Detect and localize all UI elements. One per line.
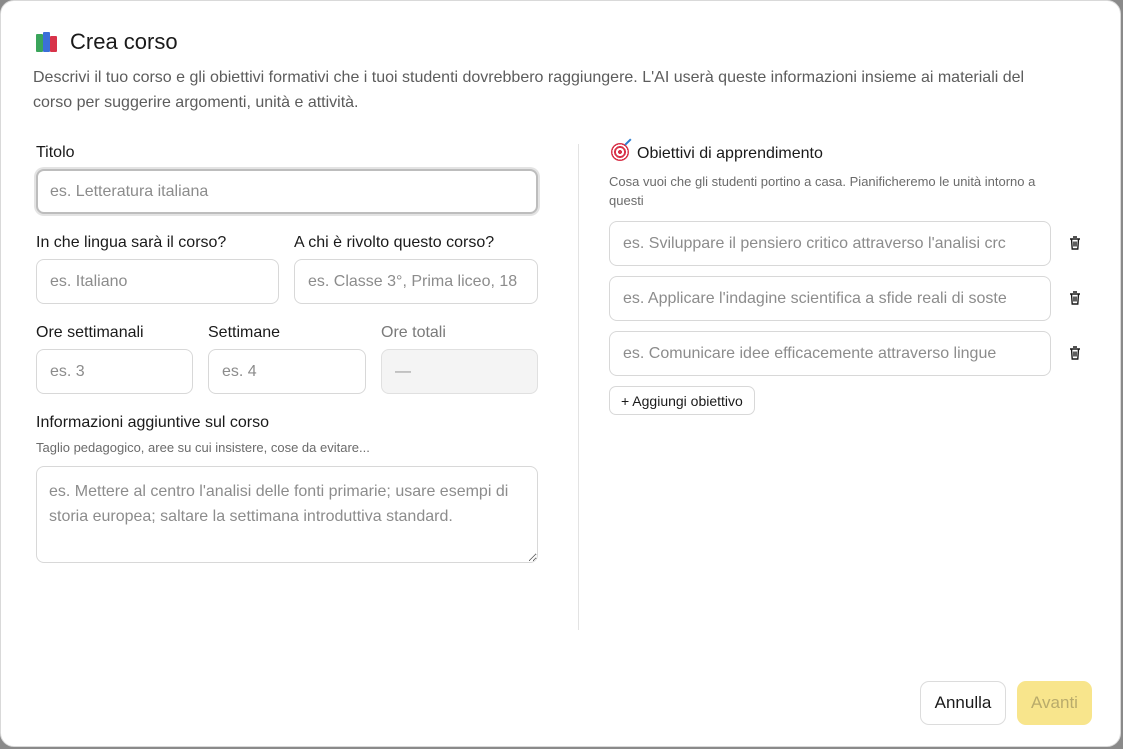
- objectives-hint: Cosa vuoi che gli studenti portino a casa. Pianificheremo le unità intorno a questi: [609, 174, 1036, 208]
- objective-input-1[interactable]: [609, 221, 1051, 266]
- trash-icon[interactable]: [1069, 291, 1081, 305]
- books-icon: [36, 31, 60, 53]
- weeks-label: Settimane: [208, 324, 281, 341]
- weekly-hours-label: Ore settimanali: [36, 324, 144, 341]
- dialog-title: [36, 29, 178, 55]
- audience-input[interactable]: [294, 259, 538, 304]
- title-input[interactable]: [36, 169, 538, 214]
- language-input[interactable]: [36, 259, 279, 304]
- dialog-description: Descrivi il tuo corso e gli obiettivi formativi che i tuoi studenti dovrebbero raggiungere. L'AI userà queste informazioni insieme ai materiali del corso per suggerire argomenti, unità e attività.: [33, 69, 1025, 111]
- objectives-heading-text: Obiettivi di apprendimento: [637, 145, 823, 162]
- weekly-hours-input[interactable]: [36, 349, 193, 394]
- title-label: Titolo: [36, 144, 75, 161]
- trash-icon[interactable]: [1069, 346, 1081, 360]
- objective-input-2[interactable]: [609, 276, 1051, 321]
- dialog-title-text: Crea corso: [70, 29, 178, 54]
- extra-info-textarea[interactable]: [36, 466, 538, 563]
- language-label: In che lingua sarà il corso?: [36, 234, 227, 251]
- next-button[interactable]: Avanti: [1017, 681, 1092, 725]
- add-objective-button[interactable]: + Aggiungi obiettivo: [609, 386, 755, 415]
- trash-icon[interactable]: [1069, 236, 1081, 250]
- objective-input-3[interactable]: [609, 331, 1051, 376]
- extra-info-hint: Taglio pedagogico, aree su cui insistere, cose da evitare...: [36, 440, 370, 455]
- total-hours-field: —: [381, 349, 538, 394]
- total-hours-label: Ore totali: [381, 324, 446, 341]
- audience-label: A chi è rivolto questo corso?: [294, 234, 495, 251]
- extra-info-label: Informazioni aggiuntive sul corso: [36, 414, 270, 431]
- objectives-heading: [611, 143, 823, 163]
- weeks-input[interactable]: [208, 349, 366, 394]
- target-icon: [611, 143, 629, 161]
- column-divider: [578, 144, 579, 630]
- cancel-button[interactable]: Annulla: [920, 681, 1006, 725]
